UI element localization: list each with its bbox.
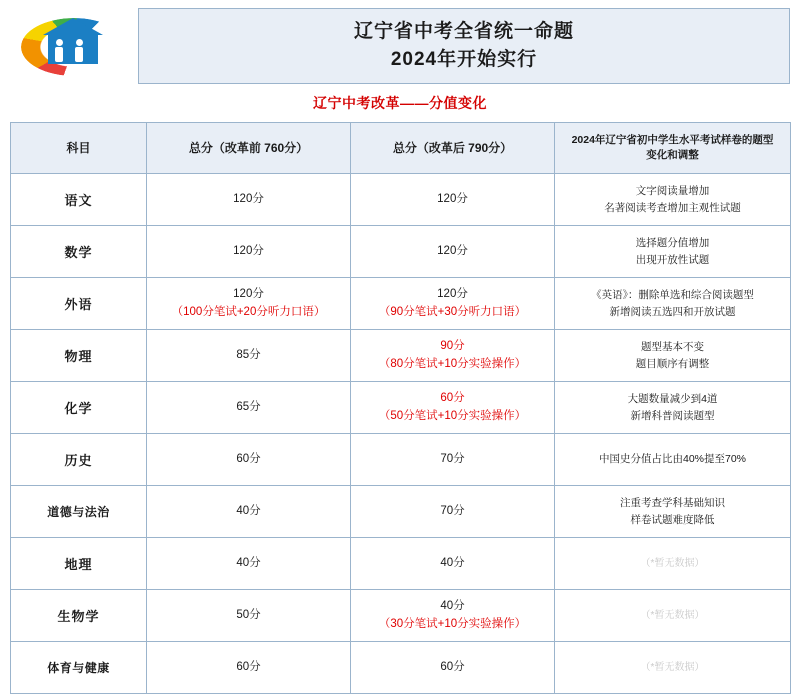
- cell-line: 60分: [440, 660, 465, 673]
- cell-line: 题型基本不变: [641, 340, 704, 353]
- cell-score-after: [351, 486, 555, 538]
- cell-line: 注重考查学科基础知识: [620, 496, 725, 509]
- logo-figure-body-left: [55, 47, 63, 62]
- table-row: [11, 486, 791, 538]
- cell-line: （*暂无数据）: [640, 609, 705, 621]
- logo-figure-head-right: [76, 39, 83, 46]
- column-header-changes-line1: 2024年辽宁省初中学生水平考试样卷的题型: [571, 134, 774, 147]
- table-body: [11, 174, 791, 694]
- cell-score-after: [351, 226, 555, 278]
- cell-line: 120分: [233, 192, 264, 205]
- cell-subject: 历史: [11, 434, 147, 486]
- table-row: [11, 382, 791, 434]
- cell-change-note: [555, 278, 791, 330]
- cell-line: 中国史分值占比由40%提至70%: [598, 453, 747, 466]
- cell-line: 90分: [440, 339, 465, 352]
- logo-house-icon: [43, 18, 103, 64]
- cell-line: 60分: [440, 391, 465, 404]
- cell-change-note: [555, 538, 791, 590]
- cell-score-after: [351, 642, 555, 694]
- cell-line: 样卷试题难度降低: [630, 513, 715, 526]
- cell-line: 120分: [233, 244, 264, 257]
- cell-line: 40分: [236, 504, 261, 517]
- cell-subject: 体育与健康: [11, 642, 147, 694]
- cell-subject: 物理: [11, 330, 147, 382]
- cell-subject: 语文: [11, 174, 147, 226]
- cell-line: （80分笔试+10分实验操作）: [378, 357, 527, 370]
- cell-line: （50分笔试+10分实验操作）: [378, 409, 527, 422]
- cell-line: （30分笔试+10分实验操作）: [378, 617, 527, 630]
- cell-score-before: [147, 590, 351, 642]
- cell-line: 65分: [236, 400, 261, 413]
- cell-score-before: [147, 642, 351, 694]
- cell-line: 70分: [440, 504, 465, 517]
- cell-subject: 化学: [11, 382, 147, 434]
- cell-change-note: [555, 226, 791, 278]
- cell-line: 名著阅读考查增加主观性试题: [604, 201, 741, 214]
- cell-subject: 外语: [11, 278, 147, 330]
- cell-line: （90分笔试+30分听力口语）: [378, 305, 527, 318]
- logo-container: [10, 8, 138, 84]
- cell-line: 40分: [440, 556, 465, 569]
- column-header-changes: [555, 123, 791, 174]
- table-row: [11, 642, 791, 694]
- logo-figure-head-left: [56, 39, 63, 46]
- cell-line: 120分: [437, 244, 468, 257]
- cell-change-note: [555, 434, 791, 486]
- cell-line: （*暂无数据）: [640, 661, 705, 673]
- cell-score-before: [147, 226, 351, 278]
- document-header: [10, 8, 790, 84]
- cell-line: （*暂无数据）: [640, 557, 705, 569]
- subtitle-bar: [10, 84, 790, 122]
- cell-line: 60分: [236, 660, 261, 673]
- cell-score-before: [147, 330, 351, 382]
- title-line-2: 2024年开始实行: [390, 49, 538, 70]
- cell-score-before: [147, 278, 351, 330]
- cell-score-before: [147, 434, 351, 486]
- cell-subject: 道德与法治: [11, 486, 147, 538]
- cell-change-note: [555, 382, 791, 434]
- cell-line: 新增科普阅读题型: [630, 409, 715, 422]
- table-row: [11, 590, 791, 642]
- cell-score-after: [351, 382, 555, 434]
- cell-line: 文字阅读量增加: [635, 184, 710, 197]
- cell-line: 新增阅读五选四和开放试题: [609, 305, 736, 318]
- cell-score-after: [351, 538, 555, 590]
- cell-change-note: [555, 642, 791, 694]
- table-header-row: [11, 123, 791, 174]
- cell-change-note: [555, 330, 791, 382]
- cell-subject: 生物学: [11, 590, 147, 642]
- cell-score-before: [147, 486, 351, 538]
- table-row: [11, 434, 791, 486]
- cell-subject: 数学: [11, 226, 147, 278]
- cell-line: 120分: [437, 287, 468, 300]
- logo-figure-body-right: [75, 47, 83, 62]
- cell-line: 题目顺序有调整: [635, 357, 710, 370]
- cell-line: 出现开放性试题: [635, 253, 710, 266]
- cell-score-after: [351, 434, 555, 486]
- subtitle-text: 辽宁中考改革——分值变化: [313, 95, 487, 111]
- cell-line: 《英语》：删除单选和综合阅读题型: [591, 288, 754, 301]
- column-header-changes-line2: 变化和调整: [646, 149, 699, 161]
- column-header-after: 总分（改革后 790分）: [351, 123, 555, 174]
- cell-score-before: [147, 174, 351, 226]
- school-house-logo: [19, 12, 129, 80]
- cell-score-after: [351, 590, 555, 642]
- cell-line: 70分: [440, 452, 465, 465]
- cell-line: 60分: [236, 452, 261, 465]
- table-row: [11, 330, 791, 382]
- column-header-before: 总分（改革前 760分）: [147, 123, 351, 174]
- cell-line: 120分: [233, 287, 264, 300]
- cell-score-before: [147, 382, 351, 434]
- cell-score-after: [351, 278, 555, 330]
- table-row: [11, 278, 791, 330]
- table-row: [11, 226, 791, 278]
- cell-line: 50分: [236, 608, 261, 621]
- cell-line: 120分: [437, 192, 468, 205]
- cell-score-before: [147, 538, 351, 590]
- logo-roof: [43, 18, 103, 35]
- title-banner: [138, 8, 790, 84]
- cell-change-note: [555, 486, 791, 538]
- table-row: [11, 174, 791, 226]
- table-row: [11, 538, 791, 590]
- cell-line: 选择题分值增加: [635, 236, 710, 249]
- score-comparison-table: [10, 122, 791, 694]
- cell-score-after: [351, 330, 555, 382]
- cell-score-after: [351, 174, 555, 226]
- cell-line: 大题数量减少到4道: [627, 392, 718, 405]
- cell-change-note: [555, 590, 791, 642]
- cell-line: 40分: [440, 599, 465, 612]
- cell-subject: 地理: [11, 538, 147, 590]
- title-line-1: 辽宁省中考全省统一命题: [353, 21, 574, 43]
- cell-line: 85分: [236, 348, 261, 361]
- cell-line: 40分: [236, 556, 261, 569]
- cell-line: （100分笔试+20分听力口语）: [171, 305, 326, 318]
- cell-change-note: [555, 174, 791, 226]
- column-header-subject: 科目: [11, 123, 147, 174]
